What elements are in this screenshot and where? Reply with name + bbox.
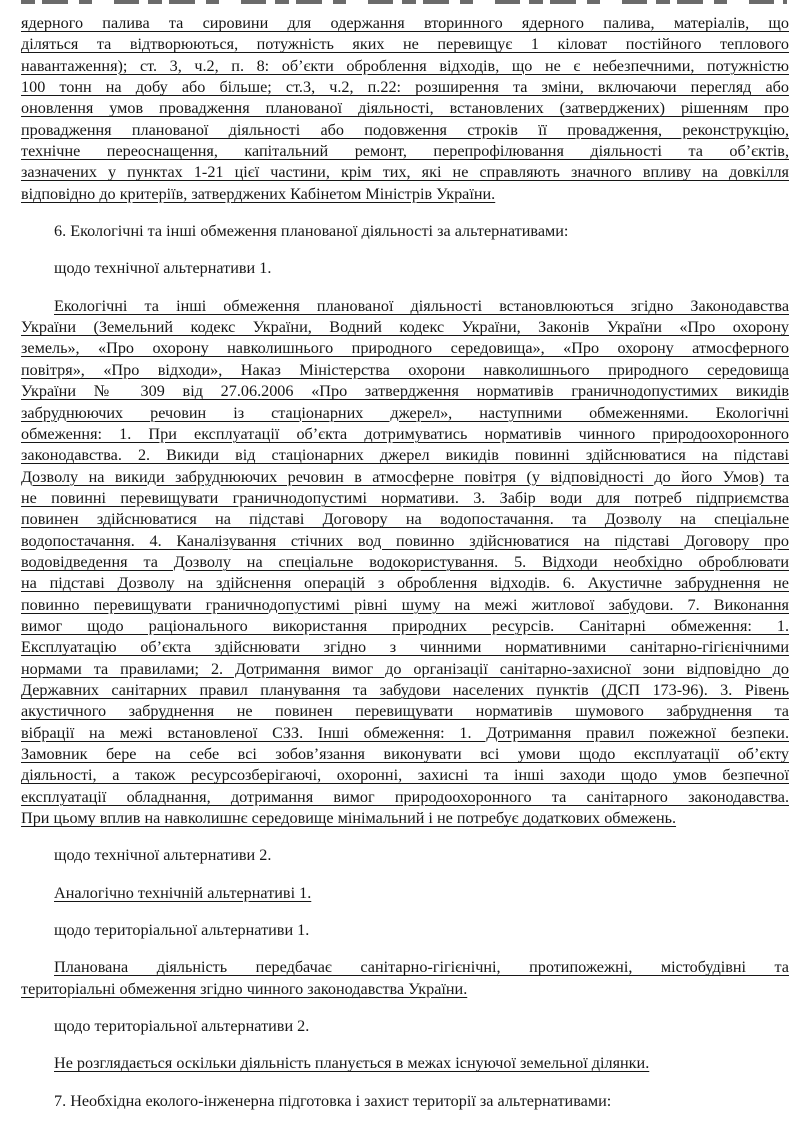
text-line: Замовник бере на себе всі зобов’язання виконувати всі умови щодо експлуатації об’єкту (21, 745, 789, 763)
text-line: обмеження: 1. При експлуатації об’єкта дотримуватись нормативів чинного природоохоронного (21, 424, 789, 443)
label-technical-alternative-2 (21, 845, 789, 866)
heading-section-6 (21, 221, 789, 242)
text-line: повинен здійснюватися на підставі Договору на водопостачання. та Дозволу на спеціальне (21, 510, 789, 529)
text-line: України № 309 від 27.06.2006 «Про затвердження нормативів граничнодопустимих викидів (21, 382, 789, 401)
text-line: ядерного палива та сировини для одержання вторинного ядерного палива, матеріалів, що (21, 14, 789, 32)
text-line: зазначених у пунктах 1-21 цієї частини, крім тих, які не справляють значного впливу на довкілля (21, 163, 789, 182)
text-line: Дозволу на викиди забруднюючих речовин в атмосферне повітря (у відповідності до його Умов) та (21, 467, 789, 486)
clipped-previous-line-fragment (21, 0, 787, 4)
paragraph-nuclear-waste-criteria (21, 13, 789, 205)
text-line: експлуатації обладнання, дотримання вимог природоохоронного та санітарного законодавства. (21, 787, 789, 806)
text-line: законодавства. 2. Викиди від стаціонарних джерел викидів повинні здійснюватися на підставі (21, 446, 789, 465)
text-line: Аналогічно технічній альтернативі 1. (54, 883, 312, 902)
text-line: технічне переоснащення, капітальний ремонт, перепрофілювання діяльності та об’єктів, (21, 142, 789, 161)
text-line: забруднюючих речовин із стаціонарних джерел», наступними обмеженнями. Екологічні (21, 403, 789, 422)
text-line: діяльності, а також ресурсозберігаючі, охоронні, захисні та інші заходи щодо умов безпечної (21, 766, 789, 785)
paragraph-ecological-limitations (21, 296, 789, 830)
label-technical-alternative-1 (21, 258, 789, 279)
text-line: відповідно до критеріїв, затверджених Кабінетом Міністрів України. (21, 184, 496, 203)
text-line: нормами та правилами; 2. Дотримання вимог до організації санітарно-захисної зони відповідно до (21, 659, 789, 678)
text-line: діляться та відтворюються, потужність яких не перевищує 1 кіловат постійного теплового (21, 35, 789, 54)
text-line: водопостачання. 4. Каналізування стічних вод повинно здійснюватися на підставі Договору про (21, 531, 789, 550)
text-line: Планована діяльність передбачає санітарно-гігієнічні, протипожежні, містобудівні та (54, 958, 789, 977)
text-line: Державних санітарних правил планування та забудови населених пунктів (ДСП 173-96). 3. Рівень (21, 680, 789, 699)
document-content (21, 13, 789, 1112)
heading-section-7 (21, 1091, 789, 1112)
text-line: При цьому вплив на навколишнє середовище мінімальний і не потребує додаткових обмежень. (21, 809, 677, 828)
text-line: навантаження); ст. 3, ч.2, п. 8: об’єкти оброблення відходів, що не є небезпечними, потужністю (21, 56, 789, 75)
text-line: не повинні перевищувати граничнодопустимі нормативи. 3. Забір води для потреб підприємства (21, 488, 789, 507)
text-line: Не розглядається оскільки діяльність планується в межах існуючої земельної ділянки. (54, 1054, 650, 1073)
text-line: щодо технічної альтернативи 2. (54, 846, 272, 865)
label-territorial-alternative-2 (21, 1016, 789, 1037)
text-line: на підставі Дозволу на здійснення операцій з оброблення відходів. 6. Акустичне забруднення не (21, 574, 789, 593)
text-line: територіальні обмеження згідно чинного законодавства України. (21, 979, 468, 998)
text-line: України (Земельний кодекс України, Водний кодекс України, Законів України «Про охорону (21, 318, 789, 337)
text-line: щодо технічної альтернативи 1. (54, 259, 272, 278)
text-line: акустичного забруднення не повинен перевищувати нормативів шумового забруднення та (21, 702, 789, 721)
text-line: щодо територіальної альтернативи 2. (54, 1017, 310, 1036)
text-line: 100 тонн на добу або більше; ст.3, ч.2, п.22: розширення та зміни, включаючи перегляд або (21, 78, 789, 97)
text-line: вібрації на межі встановленої СЗЗ. Інші обмеження: 1. Дотримання правил пожежної безпеки. (21, 723, 789, 742)
text-line: 6. Екологічні та інші обмеження планованої діяльності за альтернативами: (54, 222, 569, 241)
text-line: оновлення умов провадження планованої діяльності, встановлених (затверджених) рішенням про (21, 99, 789, 118)
text-line: водовідведення та Дозволу на спеціальне водокористування. 5. Відходи необхідно оброблювати (21, 552, 789, 571)
text-line: Екологічні та інші обмеження планованої діяльності встановлюються згідно Законодавства (54, 296, 789, 315)
paragraph-not-considered (21, 1053, 789, 1074)
text-line: повинно перевищувати граничнодопустимі рівні шуму на межі житлової забудови. 7. Виконання (21, 595, 789, 614)
paragraph-same-as-alternative-1 (21, 883, 789, 904)
paragraph-territorial-limitations (21, 957, 789, 1000)
text-line: Експлуатацію об’єкта здійснювати згідно з чинними нормативними санітарно-гігієнічними (21, 638, 789, 657)
text-line: щодо територіальної альтернативи 1. (54, 921, 310, 940)
text-line: 7. Необхідна еколого-інженерна підготовка і захист території за альтернативами: (54, 1091, 612, 1110)
label-territorial-alternative-1 (21, 920, 789, 941)
text-line: вимог щодо раціонального використання природних ресурсів. Санітарні обмеження: 1. (21, 616, 789, 635)
text-line: повітря», «Про відходи», Наказ Міністерства охорони навколишнього природного середовища (21, 360, 789, 379)
text-line: земель», «Про охорону навколишнього природного середовища», «Про охорону атмосферного (21, 339, 789, 358)
text-line: провадження планованої діяльності або подовження строків її провадження, реконструкцію, (21, 120, 789, 139)
